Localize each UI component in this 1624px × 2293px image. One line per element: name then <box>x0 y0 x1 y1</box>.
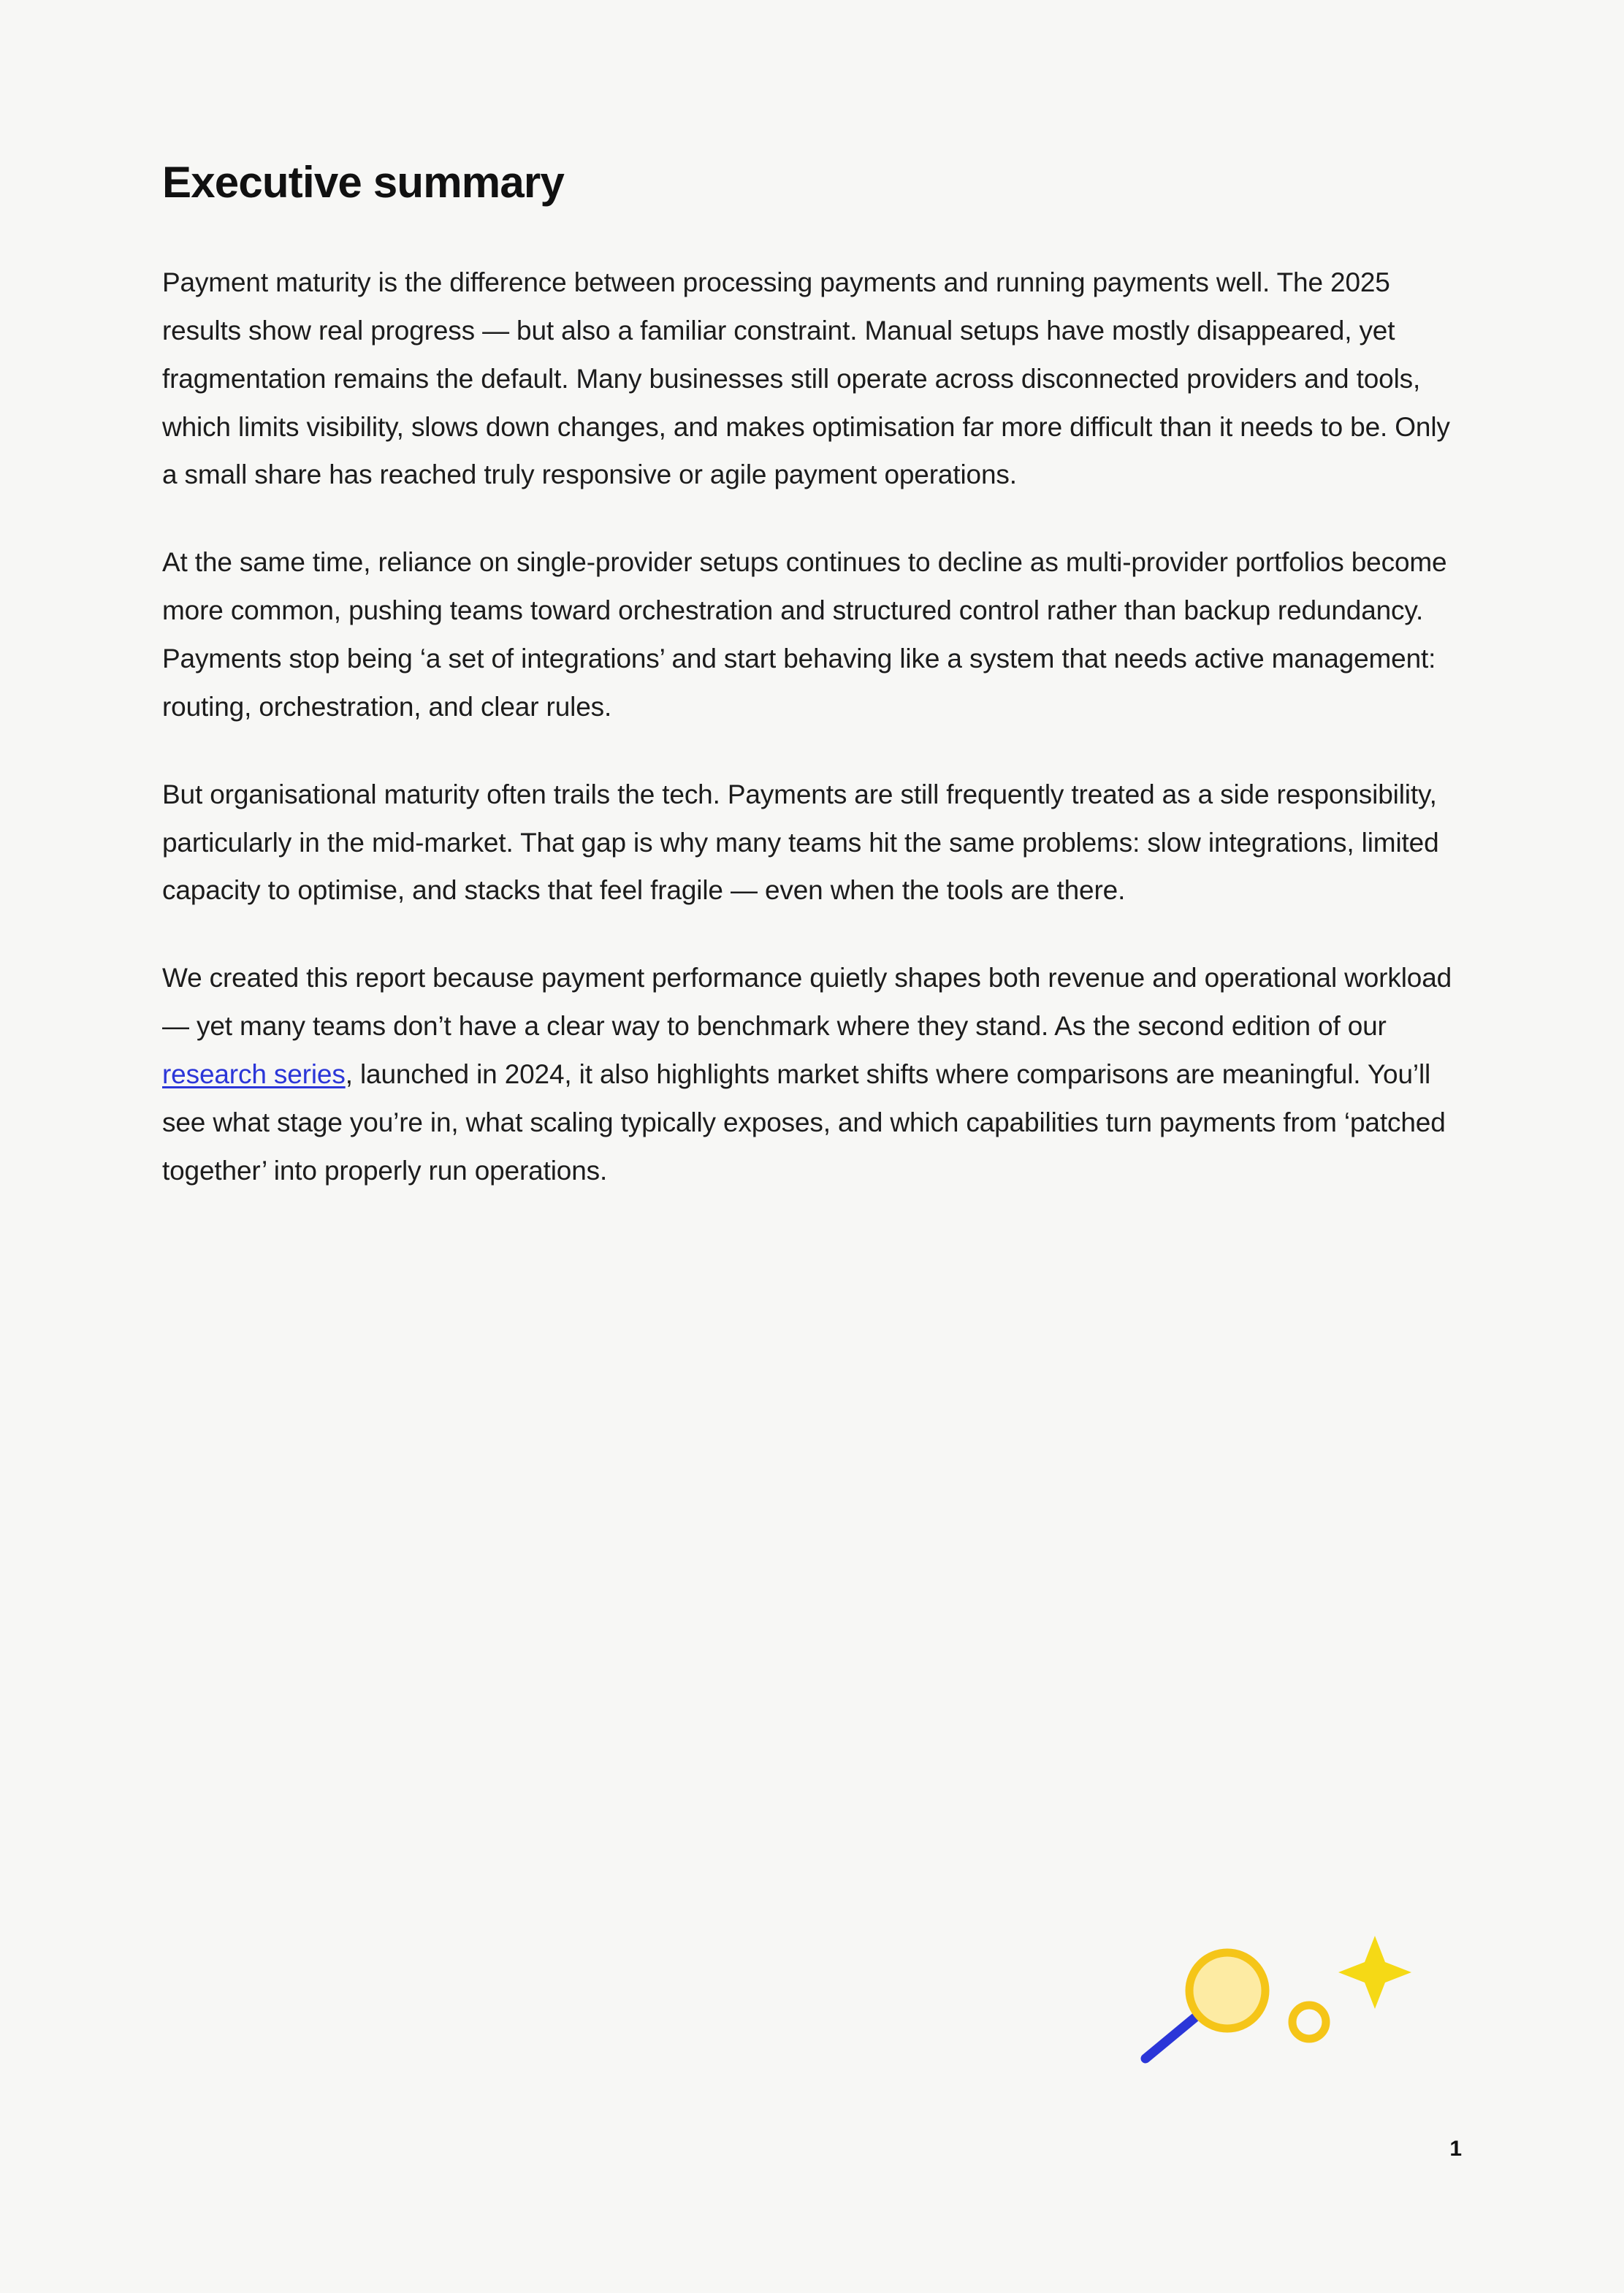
paragraph-4-after-link: , launched in 2024, it also highlights market shifts where comparisons are meaningful. You’ll see what stage you’re in, what scaling typically exposes, and which capabilities turn payments from ‘patched together’ into properly run operations. <box>162 1059 1446 1186</box>
research-series-link[interactable]: research series <box>162 1059 346 1090</box>
paragraph-1: Payment maturity is the difference between processing payments and running payments well. The 2025 results show real progress — but also a familiar constraint. Manual setups have mostly disappeared, yet fragmentation remains the default. Many businesses still operate across disconnected providers and tools, which limits visibility, slows down changes, and makes optimisation far more difficult than it needs to be. Only a small share has reached truly responsive or agile payment operations. <box>162 267 1450 490</box>
paragraph-4-before-link: We created this report because payment performance quietly shapes both revenue and operational workload — yet many teams don’t have a clear way to benchmark where they stand. As the second edition of our <box>162 963 1452 1042</box>
paragraph-2: At the same time, reliance on single-provider setups continues to decline as multi-provider portfolios become more common, pushing teams toward orchestration and structured control rather than backup redundancy. Payments stop being ‘a set of integrations’ and start behaving like a system that needs active management: routing, orchestration, and clear rules. <box>162 547 1447 722</box>
paragraph-4 <box>162 954 1455 1194</box>
magnifying-glass-sparkle-icon <box>1140 1928 1454 2075</box>
page-content <box>162 157 1455 1195</box>
page-title: Executive summary <box>162 158 565 207</box>
page-number: 1 <box>1449 2137 1462 2161</box>
paragraph-3: But organisational maturity often trails the tech. Payments are still frequently treated as a side responsibility, particularly in the mid-market. That gap is why many teams hit the same problems: slow integrations, limited capacity to optimise, and stacks that feel fragile — even when the tools are there. <box>162 779 1439 906</box>
